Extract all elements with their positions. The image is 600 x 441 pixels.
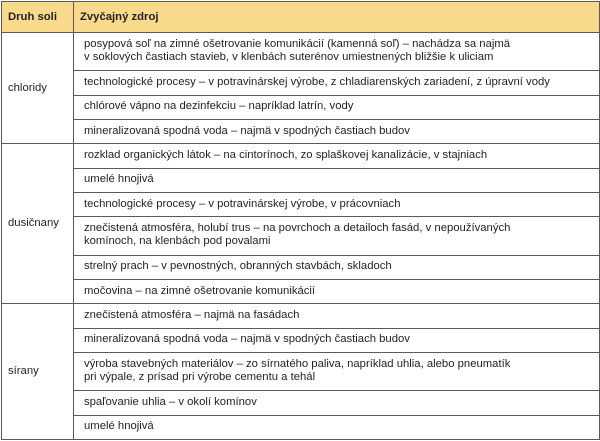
salt-type-cell: chloridy: [2, 33, 74, 144]
source-cell: [74, 168, 600, 192]
salt-sources-table: [1, 1, 600, 440]
salt-type-cell: sírany: [2, 304, 74, 440]
source-cell: [74, 328, 600, 352]
header-salt-type: Druh soli: [2, 2, 74, 33]
table-row: [2, 353, 600, 391]
table-body: [2, 33, 600, 440]
source-line: spaľovanie uhlia – v okolí komínov: [84, 395, 257, 408]
source-cell: [74, 353, 600, 391]
table-row: [2, 33, 600, 71]
source-line: chlórové vápno na dezinfekciu – napríklad latrín, vody: [84, 100, 354, 113]
source-cell: [74, 255, 600, 279]
source-line: mineralizovaná spodná voda – najmä v spodných častiach budov: [84, 124, 410, 137]
source-cell: [74, 119, 600, 143]
source-line: technologické procesy – v potravinárskej výrobe, z chladiarenských zariadení, z úpravní vody: [84, 75, 550, 88]
salt-type-cell: dusičnany: [2, 144, 74, 304]
table-row: [2, 217, 600, 255]
source-cell: [74, 415, 600, 439]
source-line: technologické procesy – v potravinárskej výrobe, v prácovniach: [84, 197, 401, 210]
table-row: [2, 119, 600, 143]
table-row: [2, 168, 600, 192]
source-line: rozklad organických látok – na cintorínoch, zo splaškovej kanalizácie, v stajniach: [84, 148, 488, 161]
table-row: [2, 304, 600, 328]
source-line: znečistená atmosféra, holubí trus – na povrchoch a detailoch fasád, v nepoužívaných: [84, 222, 511, 235]
source-cell: [74, 391, 600, 415]
source-line: strelný prach – v pevnostných, obranných stavbách, skladoch: [84, 260, 392, 273]
table-row: [2, 415, 600, 439]
header-row: [2, 2, 600, 33]
source-line: mineralizovaná spodná voda – najmä v spodných častiach budov: [84, 333, 410, 346]
source-cell: [74, 33, 600, 71]
table-row: [2, 328, 600, 352]
source-cell: [74, 95, 600, 119]
source-cell: [74, 217, 600, 255]
table-row: [2, 391, 600, 415]
table-row: [2, 279, 600, 303]
source-line: pri výpale, z prísad pri výrobe cementu a tehál: [84, 371, 316, 384]
table-row: [2, 95, 600, 119]
source-line: posypová soľ na zimné ošetrovanie komunikácií (kamenná soľ) – nachádza sa najmä: [84, 38, 511, 51]
source-line: výroba stavebných materiálov – zo sírnatého paliva, napríklad uhlia, alebo pneumatík: [84, 358, 511, 371]
source-cell: [74, 71, 600, 95]
source-cell: [74, 144, 600, 168]
table-row: [2, 255, 600, 279]
header-usual-source: Zvyčajný zdroj: [74, 2, 600, 33]
source-cell: [74, 193, 600, 217]
source-line: znečistená atmosféra – najmä na fasádach: [84, 309, 300, 321]
source-line: močovina – na zimné ošetrovanie komunikácií: [84, 284, 316, 297]
table-row: [2, 193, 600, 217]
source-line: umelé hnojivá: [84, 420, 154, 433]
table-row: [2, 144, 600, 168]
source-cell: [74, 279, 600, 303]
table-row: [2, 71, 600, 95]
source-cell: [74, 304, 600, 328]
source-line: v soklových častiach stavieb, v klenbách suterénov umiestnených bližšie k uliciam: [84, 51, 494, 64]
source-line: umelé hnojivá: [84, 173, 154, 186]
source-line: komínoch, na klenbách pod povalami: [84, 235, 271, 248]
